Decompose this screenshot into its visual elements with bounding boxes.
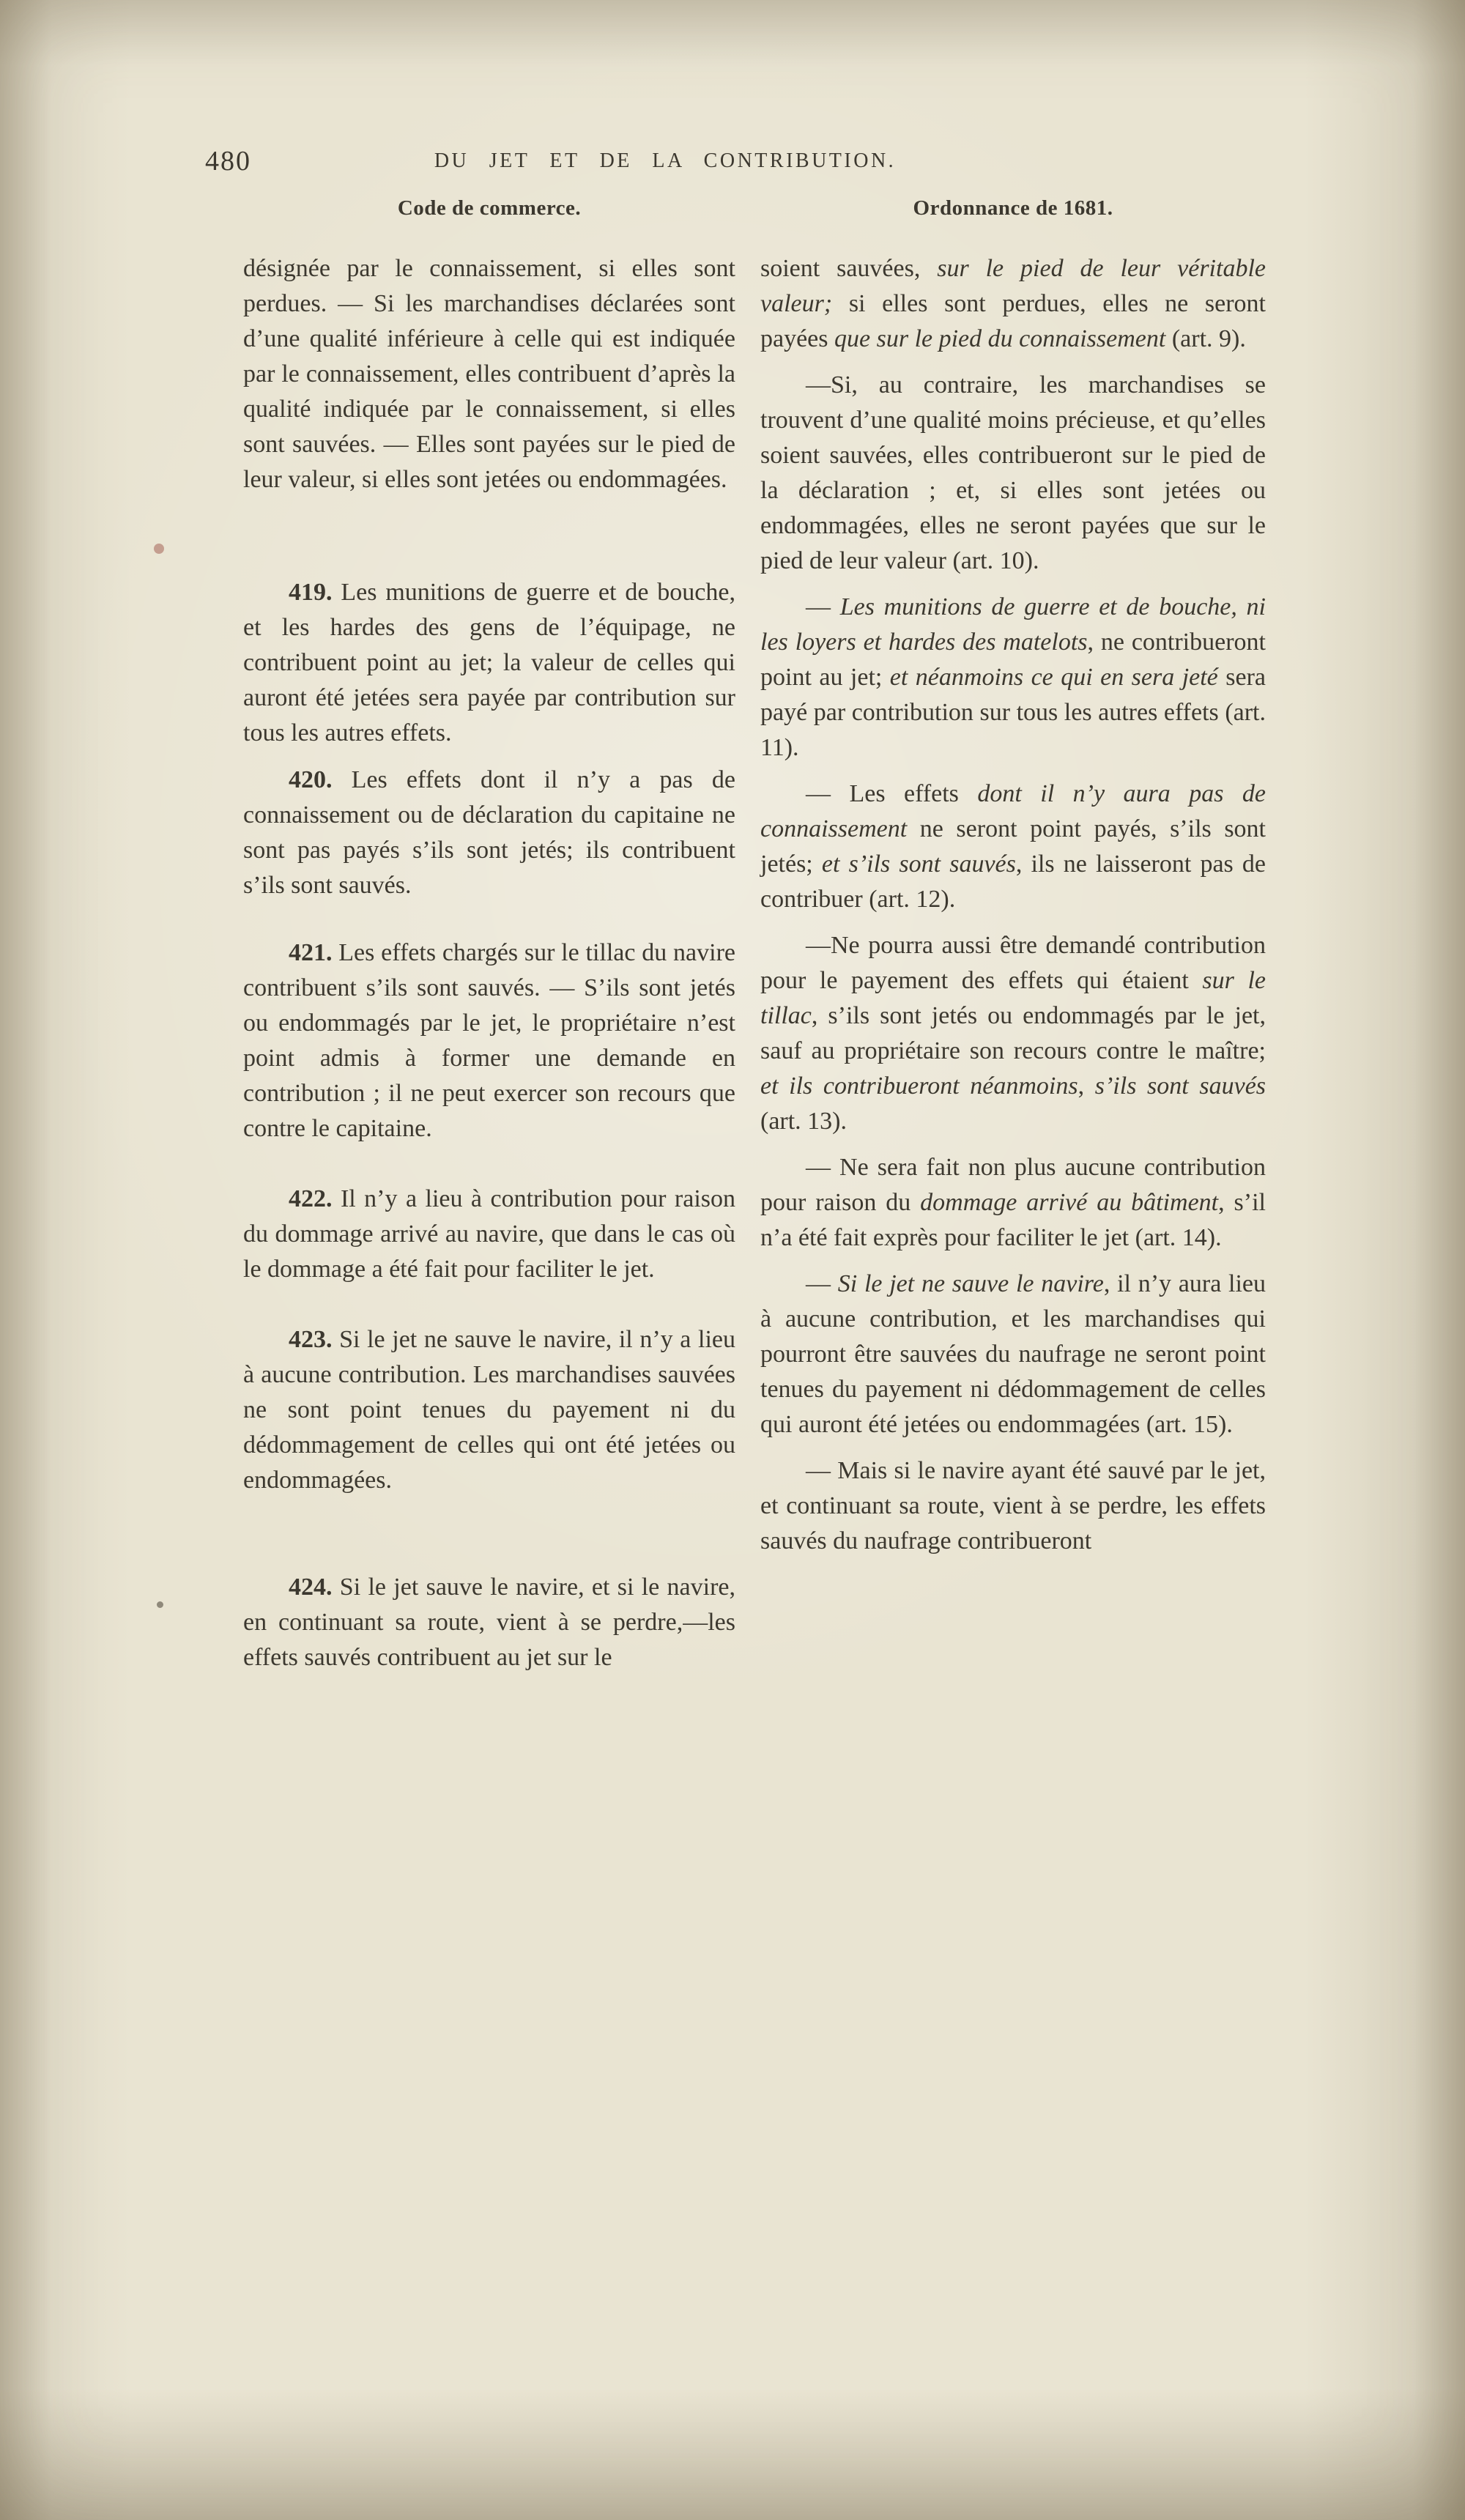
paragraph [243,251,735,497]
column-header-right: Ordonnance de 1681. [913,196,1113,220]
text-run: , s’ils sont jetés ou endommagés par le jet, sauf au propriétaire son recours contre le maître; [760,1002,1266,1064]
text-run: sera payé par contribution sur tous les autres effets (art. 11). [760,664,1266,761]
text-run: s’ils sont sauvés [1094,1072,1266,1100]
text-run: soient sauvées, [760,255,938,282]
paragraph [243,1322,735,1498]
text-run: —Si, au contraire, les marchandises se trouvent d’une qualité moins précieuse, et qu’elles soient sauvées, elles contribueront sur le pied de la déclaration ; et, si elles sont jetées ou endommagées, elles ne seront payées que sur le pied de leur valeur (art. 10). [760,371,1266,574]
text-run: sur le pied de leur véritable valeur; [760,255,1266,317]
text-run: et s’ils sont sauvés [821,850,1016,878]
text-run: Les munitions de guerre et de bouche, et les hardes des gens de l’équipage, ne contribuent point au jet; la valeur de celles qui auront été jetées sera payée par contribution sur tous les autres effets. [243,579,735,746]
text-run: 423. [289,1326,333,1353]
paragraph [760,777,1266,917]
paragraph [243,763,735,903]
two-column-text [243,196,1266,1675]
text-run: — [806,1270,838,1297]
text-run: Si le jet ne sauve le navire [837,1270,1104,1297]
text-run: Les munitions de guerre et de bouche, ni les loyers et hardes des matelots [760,593,1266,656]
text-run: Les effets chargés sur le tillac du navire contribuent s’ils sont sauvés. — S’ils sont jetés ou endommagés par le jet, le propriétaire n’est point admis à former une demande en contribution ; il ne peut exercer son recours que contre le capitaine. [243,939,735,1142]
paragraph [243,1182,735,1287]
paragraph [760,1267,1266,1442]
text-run: , [1078,1072,1095,1100]
text-run: et néanmoins ce qui en sera jeté [889,664,1218,691]
paragraph [760,928,1266,1139]
text-run: 421. [289,939,333,966]
text-run: si elles sont perdues, elles ne seront payées [760,290,1266,352]
text-run: , il n’y aura lieu à aucune contribution, et les marchandises qui pourront être sauvées du naufrage ne seront point tenues du payement ni dédommagement de celles qui auront été jetées ou endommagées (art. 15). [760,1270,1266,1438]
text-run: dont il n’y aura pas de connaissement [760,780,1266,842]
text-run: , ne contribueront point au jet; [760,629,1266,691]
text-run: 420. [289,766,333,793]
paragraph [760,1453,1266,1559]
page-number: 480 [205,146,251,177]
text-run: (art. 9). [1165,325,1246,352]
paragraph [760,368,1266,579]
text-run: Si le jet ne sauve le navire, il n’y a lieu à aucune contribution. Les marchandises sauvées ne sont point tenues du payement ni du dédommagement de celles qui ont été jetées ou endommagées. [243,1326,735,1494]
text-run: que sur le pied du connaissement [834,325,1166,352]
paper-speck [154,544,164,554]
paragraph [760,251,1266,357]
paragraph [243,575,735,751]
text-run: , ils ne laisseront pas de contribuer (art. 12). [760,850,1266,913]
text-run: — Les effets [806,780,978,807]
text-run: 419. [289,579,333,606]
text-run: —Ne pourra aussi être demandé contribution pour le payement des effets qui étaient [760,932,1266,994]
text-run: Il n’y a lieu à contribution pour raison du dommage arrivé au navire, que dans le cas où le dommage a été fait pour faciliter le jet. [243,1185,735,1283]
text-run: 422. [289,1185,333,1212]
text-run: — Mais si le navire ayant été sauvé par le jet, et continuant sa route, vient à se perdre, les effets sauvés du naufrage contribueront [760,1457,1266,1554]
text-run: , s’il n’a été fait exprès pour faciliter le jet (art. 14). [760,1189,1266,1251]
paragraph [243,935,735,1146]
paper-speck [157,1601,163,1608]
text-run: ne seront point payés, s’ils sont jetés; [760,815,1266,878]
text-run: Si le jet sauve le navire, et si le navire, en continuant sa route, vient à se perdre,—les effets sauvés contribuent au jet sur le [243,1574,735,1671]
text-run: désignée par le connaissement, si elles sont perdues. — Si les marchandises déclarées sont d’une qualité inférieure à celle qui est indiquée par le connaissement, elles contribuent d’après la qualité indiquée par le connaissement, si elles sont sauvées. — Elles sont payées sur le pied de leur valeur, si elles sont jetées ou endommagées. [243,255,735,493]
text-run: — [806,593,840,620]
running-title: DU JET ET DE LA CONTRIBUTION. [434,149,897,172]
text-run: 424. [289,1574,333,1601]
column-header-left: Code de commerce. [397,196,582,220]
text-run: dommage arrivé au bâtiment [920,1189,1219,1216]
text-run: et ils contribueront néanmoins [760,1072,1078,1100]
column-ordonnance-1681 [760,196,1266,1675]
paragraph [760,590,1266,766]
paragraph [760,1150,1266,1256]
column-code-de-commerce [243,196,735,1675]
text-run: Les effets dont il n’y a pas de connaissement ou de déclaration du capitaine ne sont pas payés s’ils sont jetés; ils contribuent s’ils sont sauvés. [243,766,735,899]
text-run: sur le tillac [760,967,1266,1029]
text-run: (art. 13). [760,1108,848,1135]
text-run: — Ne sera fait non plus aucune contribution pour raison du [760,1154,1266,1216]
column-body-left [243,251,735,1675]
page-header [0,144,1465,188]
column-body-right [760,251,1266,1559]
paragraph [243,1570,735,1675]
